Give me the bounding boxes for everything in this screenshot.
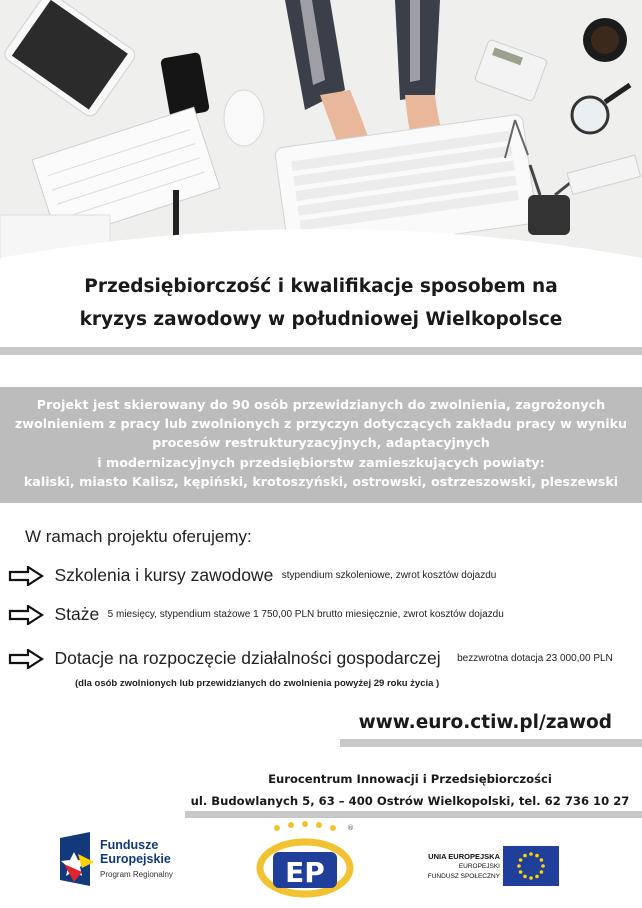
registered-mark: ® — [347, 824, 354, 832]
offer-item-title: Dotacje — [54, 648, 114, 668]
offer-item-title-rest: na rozpoczęcie działalności gospodarczej — [113, 648, 441, 668]
offer-item-detail: stypendium szkoleniowe, zwrot kosztów dojazdu — [281, 570, 497, 581]
offer-lead: W ramach projektu oferujemy: — [25, 527, 252, 546]
organization-contact — [190, 768, 630, 812]
svg-text:EP: EP — [285, 856, 325, 889]
offer-item-detail: 5 miesięcy, stypendium stażowe 1 750,00 PLN brutto miesięcznie, zwrot kosztów dojazdu — [107, 609, 504, 620]
page-title — [0, 270, 642, 336]
eu-social-fund-logo — [415, 846, 565, 890]
organization-address: ul. Budowlanych 5, 63 – 400 Ostrów Wielkopolski, tel. 62 736 10 27 — [190, 794, 630, 808]
organization-name: Eurocentrum Innowacji i Przedsiębiorczości — [268, 772, 552, 786]
fe-text-block — [100, 838, 173, 882]
eu-line-2: EUROPEJSKI — [458, 863, 500, 870]
offer-item-grant — [8, 648, 613, 669]
fe-subtitle: Program Regionalny — [100, 870, 173, 879]
website-link[interactable]: www.euro.ctiw.pl/zawod — [358, 712, 612, 733]
project-info-box — [0, 387, 642, 503]
grant-eligibility-note: (dla osób zwolnionych lub przewidzianych do zwolnienia powyżej 29 roku życia ) — [75, 678, 440, 689]
divider-band — [0, 347, 642, 355]
info-line: zwolnieniem z pracy lub zwolnionych z przyczyn dotyczących zakładu pracy w wyniku — [14, 416, 628, 432]
eurocentrum-logo — [255, 820, 365, 902]
desk-illustration — [0, 0, 642, 270]
hero-desk-photo — [0, 0, 642, 270]
title-line-1: Przedsiębiorczość i kwalifikacje sposobem na — [84, 276, 558, 297]
fe-name-line-2: Europejskie — [100, 852, 171, 866]
offer-item-internship — [8, 604, 504, 625]
eu-text-block — [415, 852, 500, 882]
divider-band — [340, 739, 642, 747]
info-line: Projekt jest skierowany do 90 osób przewidzianych do zwolnienia, zagrożonych — [36, 397, 606, 412]
eu-flag-icon — [503, 846, 559, 886]
offer-item-training — [8, 565, 496, 586]
offer-item-title: Szkolenia i kursy zawodowe — [54, 565, 274, 585]
info-line: procesów restrukturyzacyjnych, adaptacyjnych — [152, 435, 490, 451]
eu-line-1: UNIA EUROPEJSKA — [428, 852, 500, 861]
fe-name-line-1: Fundusze — [100, 838, 159, 852]
arrow-right-icon — [8, 605, 44, 625]
info-line: kaliski, miasto Kalisz, kępiński, krotoszyński, ostrowski, ostrzeszowski, pleszewski — [23, 473, 619, 489]
offer-item-title: Staże — [54, 604, 100, 624]
eu-line-3: FUNDUSZ SPOŁECZNY — [427, 873, 500, 880]
offer-item-detail: bezzwrotna dotacja 23 000,00 PLN — [457, 653, 613, 664]
arrow-right-icon — [8, 566, 44, 586]
info-line: i modernizacyjnych przedsiębiorstw zamieszkujących powiaty: — [97, 454, 545, 470]
fe-star-mark-icon — [60, 832, 98, 886]
title-line-2: kryzys zawodowy w południowej Wielkopolsce — [79, 309, 563, 330]
eurocentrum-ep-mark-icon — [255, 820, 355, 902]
divider-band — [185, 811, 642, 818]
arrow-right-icon — [8, 649, 44, 669]
fundusze-europejskie-logo — [60, 832, 210, 892]
